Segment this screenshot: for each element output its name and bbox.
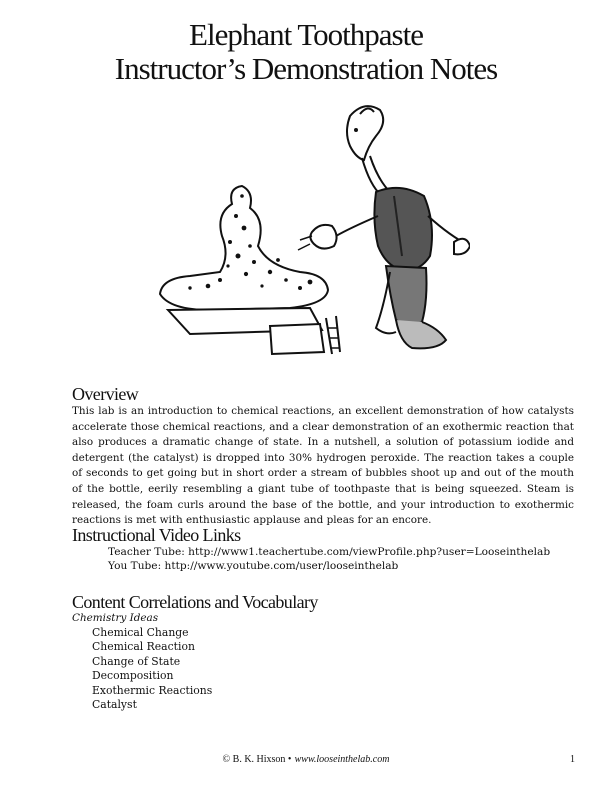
vocab-term: Chemical Change [92,626,189,639]
youtube-label: You Tube: [108,560,162,572]
vocab-term: Catalyst [92,698,137,712]
page-title: Elephant Toothpaste [189,17,423,52]
youtube-link[interactable] [108,559,398,573]
overview-body: This lab is an introduction to chemical reactions, an excellent demonstration of how catalysts accelerate those chemical reactions, and a clear demonstration of an exothermic reaction that also produces a dramatic change of state. In a nutshell, a solution of potassium iodide and detergent (the catalyst) is dropped into 30% hydrogen peroxide. The reaction takes a couple of seconds to get going but in short order a stream of bubbles shoot up and out of the mouth of the bottle, eerily resembling a giant tube of toothpaste that is being squeezed. Steam is released, the foam curls around the base of the bottle, and your introduction to exothermic reactions is met with enthusiastic applause and pleas for an encore. [72,405,574,527]
vocab-term: Chemical Reaction [92,640,195,654]
page-subtitle: Instructor’s Demonstration Notes [114,51,498,86]
teacher-tube-url[interactable]: http://www1.teachertube.com/viewProfile.php?user=Looseinthelab [188,546,551,558]
vocab-term: Decomposition [92,669,174,683]
vocab-term: Exothermic Reactions [92,683,213,697]
overview-paragraph [72,404,574,529]
vocabulary-list [92,626,212,712]
vocab-term: Change of State [92,654,181,668]
category-label: Chemistry Ideas [72,612,159,624]
website-link[interactable]: www.looseinthelab.com [294,754,390,765]
teacher-tube-label: Teacher Tube: [108,546,185,558]
page-number: 1 [570,754,575,765]
overview-heading: Overview [72,384,139,404]
correlations-heading: Content Correlations and Vocabulary [72,592,318,612]
footer [0,754,612,765]
video-links-heading: Instructional Video Links [72,525,241,545]
copyright: © B. K. Hixson • [222,754,292,765]
cartoon-illustration [150,96,470,358]
youtube-url[interactable]: http://www.youtube.com/user/looseinthelab [164,560,399,572]
teacher-tube-link[interactable] [108,545,550,559]
